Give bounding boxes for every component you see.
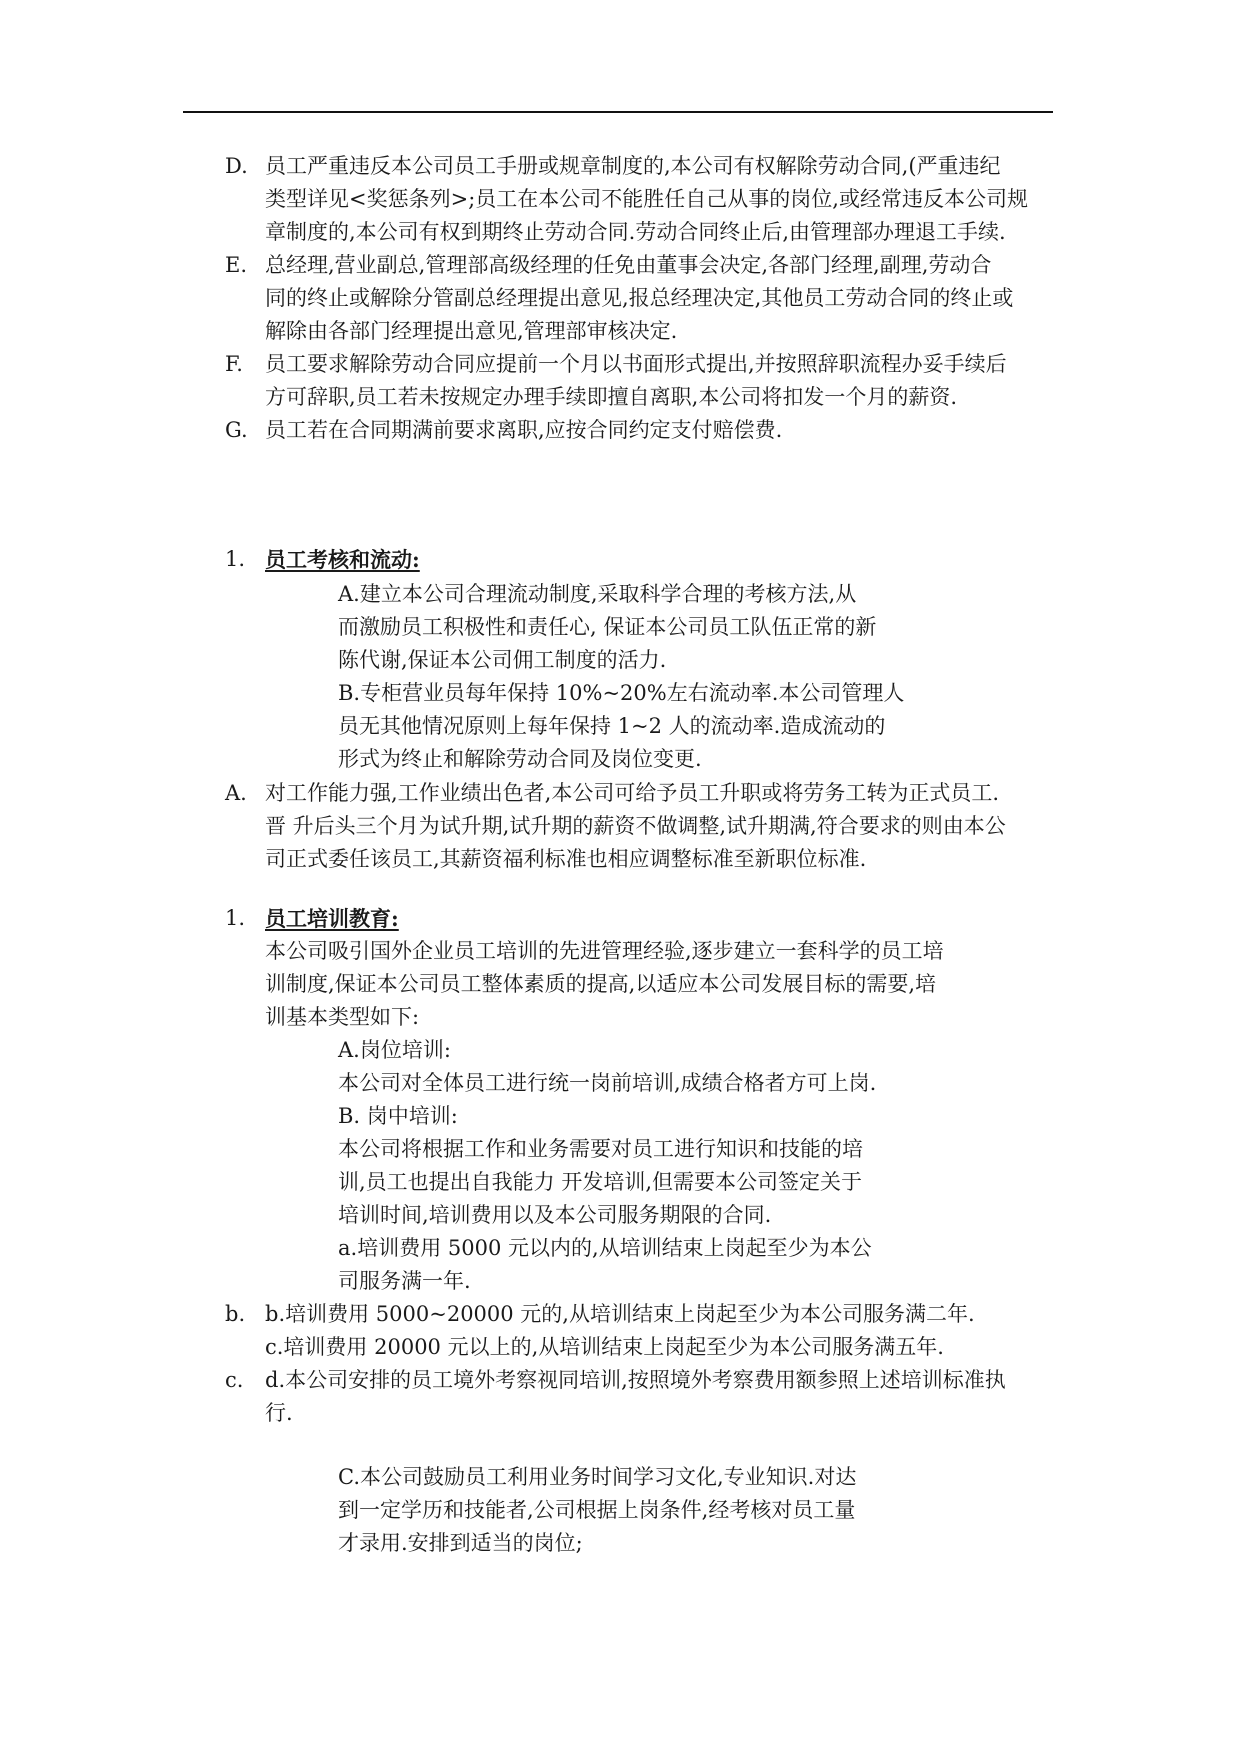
training-intro-line-3: 训基本类型如下: [265, 1005, 420, 1029]
training-a-text: 本公司对全体员工进行统一岗前培训,成绩合格者方可上岗. [338, 1071, 877, 1095]
item-f-line-2: 方可辞职,员工若未按规定办理手续即擅自离职,本公司将扣发一个月的薪资. [265, 385, 958, 409]
training-intro-line-2: 训制度,保证本公司员工整体素质的提高,以适应本公司发展目标的需要,培 [265, 972, 937, 996]
item-e-line-2: 同的终止或解除分管副总经理提出意见,报总经理决定,其他员工劳动合同的终止或 [265, 286, 1014, 310]
promotion-line-1: 对工作能力强,工作业绩出色者,本公司可给予员工升职或将劳务工转为正式员工. [265, 781, 1000, 805]
training-sub-c-text: c.培训费用 20000 元以上的,从培训结束上岗起至少为本公司服务满五年. [265, 1335, 944, 1359]
item-d-line-2: 类型详见<奖惩条列>;员工在本公司不能胜任自己从事的岗位,或经常违反本公司规 [265, 187, 1028, 211]
training-sub-d-line-2: 行. [265, 1401, 293, 1425]
item-f-line-1: 员工要求解除劳动合同应提前一个月以书面形式提出,并按照辞职流程办妥手续后 [265, 352, 1007, 376]
training-b-marker: b. [225, 1302, 246, 1326]
training-heading: 员工培训教育: [265, 906, 399, 931]
promotion-line-3: 司正式委任该员工,其薪资福利标准也相应调整标准至新职位标准. [265, 847, 867, 871]
training-sub-b-text: b.培训费用 5000~20000 元的,从培训结束上岗起至少为本公司服务满二年. [265, 1302, 975, 1326]
item-d-line-1: 员工严重违反本公司员工手册或规章制度的,本公司有权解除劳动合同,(严重违纪 [265, 154, 1001, 178]
item-d-line-3: 章制度的,本公司有权到期终止劳动合同.劳动合同终止后,由管理部办理退工手续. [265, 220, 1006, 244]
training-c-line-1: C.本公司鼓励员工利用业务时间学习文化,专业知识.对达 [338, 1465, 857, 1489]
training-sub-d-line-1: d.本公司安排的员工境外考察视同培训,按照境外考察费用额参照上述培训标准执 [265, 1368, 1006, 1392]
item-g-marker: G. [225, 418, 248, 442]
training-intro-line-1: 本公司吸引国外企业员工培训的先进管理经验,逐步建立一套科学的员工培 [265, 939, 944, 963]
training-sub-a-line-1: a.培训费用 5000 元以内的,从培训结束上岗起至少为本公 [338, 1236, 872, 1260]
assessment-a-line-2: 而激励员工积极性和责任心, 保证本公司员工队伍正常的新 [338, 615, 877, 639]
promotion-marker: A. [225, 781, 247, 805]
assessment-a-line-1: A.建立本公司合理流动制度,采取科学合理的考核方法,从 [338, 582, 857, 606]
training-sub-a-line-2: 司服务满一年. [338, 1269, 471, 1293]
item-f-marker: F. [225, 352, 243, 376]
item-g-line-1: 员工若在合同期满前要求离职,应按合同约定支付赔偿费. [265, 418, 783, 442]
training-c-line-2: 到一定学历和技能者,公司根据上岗条件,经考核对员工量 [338, 1498, 856, 1522]
assessment-b-line-2: 员无其他情况原则上每年保持 1~2 人的流动率.造成流动的 [338, 714, 886, 738]
training-c-line-3: 才录用.安排到适当的岗位; [338, 1531, 583, 1555]
training-b-label: B. 岗中培训: [338, 1104, 458, 1128]
training-c-marker: c. [225, 1368, 244, 1392]
item-d-marker: D. [225, 154, 248, 178]
promotion-line-2: 晋 升后头三个月为试升期,试升期的薪资不做调整,试升期满,符合要求的则由本公 [265, 814, 1006, 838]
training-a-label: A.岗位培训: [338, 1038, 451, 1062]
item-e-marker: E. [225, 253, 248, 277]
training-b-line-1: 本公司将根据工作和业务需要对员工进行知识和技能的培 [338, 1137, 863, 1161]
header-rule [183, 111, 1053, 113]
assessment-heading: 员工考核和流动: [265, 547, 420, 572]
item-e-line-1: 总经理,营业副总,管理部高级经理的任免由董事会决定,各部门经理,副理,劳动合 [265, 253, 992, 277]
assessment-b-line-1: B.专柜营业员每年保持 10%~20%左右流动率.本公司管理人 [338, 681, 905, 705]
assessment-b-line-3: 形式为终止和解除劳动合同及岗位变更. [338, 747, 702, 771]
assessment-marker: 1. [225, 547, 246, 571]
item-e-line-3: 解除由各部门经理提出意见,管理部审核决定. [265, 319, 678, 343]
training-b-line-3: 培训时间,培训费用以及本公司服务期限的合同. [338, 1203, 772, 1227]
assessment-a-line-3: 陈代谢,保证本公司佣工制度的活力. [338, 648, 667, 672]
training-marker: 1. [225, 906, 246, 930]
training-b-line-2: 训,员工也提出自我能力 开发培训,但需要本公司签定关于 [338, 1170, 863, 1194]
